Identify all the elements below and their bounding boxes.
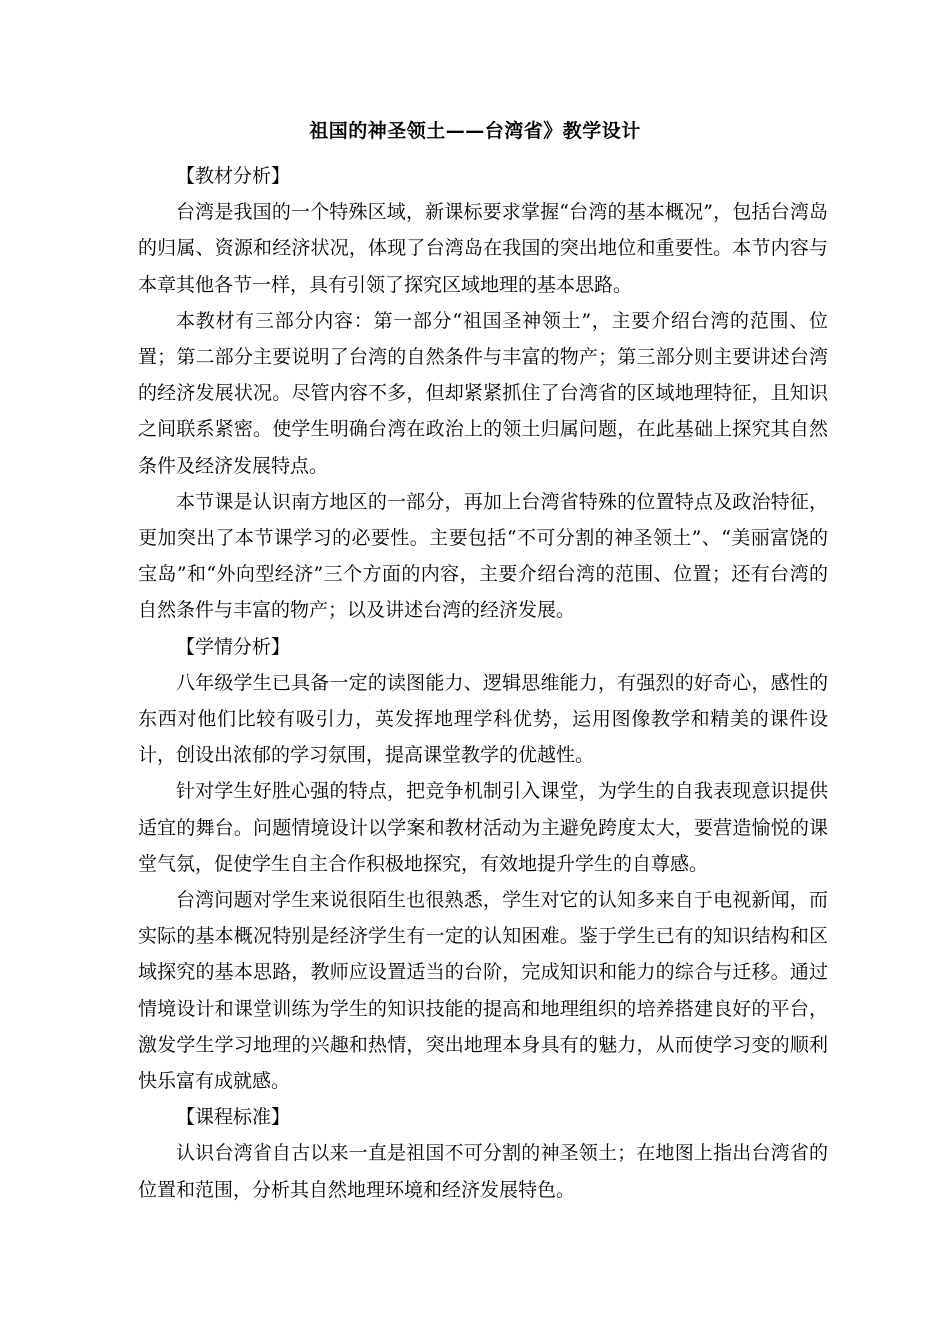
section-heading: 【学情分析】 xyxy=(176,635,291,658)
paragraph: 台湾问题对学生来说很陌生也很熟悉，学生对它的认知多来自于电视新闻，而实际的基本概况特别是经济学生有一定的认知困难。鉴于学生已有的知识结构和区域探究的基本思路，教师应设置适当的台阶，完成知识和能力的综合与迁移。通过情境设计和课堂训练为学生的知识技能的提高和地理组织的培养搭建良好的平台，激发学生学习地理的兴趣和热情，突出地理本身具有的魅力，从而使学习变的顺利快乐富有成就感。 xyxy=(138,889,828,1093)
paragraph: 八年级学生已具备一定的读图能力、逻辑思维能力，有强烈的好奇心，感性的东西对他们比较有吸引力，英发挥地理学科优势，运用图像教学和精美的课件设计，创设出浓郁的学习氛围，提高课堂教学的优越性。 xyxy=(138,671,828,767)
section-heading: 【课程标准】 xyxy=(176,1106,291,1129)
paragraph: 本教材有三部分内容：第一部分“祖国圣神领土”，主要介绍台湾的范围、位置；第二部分主要说明了台湾的自然条件与丰富的物产；第三部分则主要讲述台湾的经济发展状况。尽管内容不多，但却紧紧抓住了台湾省的区域地理特征，且知识之间联系紧密。使学生明确台湾在政治上的领土归属问题，在此基础上探究其自然条件及经济发展特点。 xyxy=(138,309,828,477)
paragraph: 台湾是我国的一个特殊区域，新课标要求掌握“台湾的基本概况”，包括台湾岛的归属、资源和经济状况，体现了台湾岛在我国的突出地位和重要性。本节内容与本章其他各节一样，具有引领了探究区域地理的基本思路。 xyxy=(138,201,828,296)
section-curriculum-standard xyxy=(138,1099,828,1208)
section-heading: 【教材分析】 xyxy=(176,165,291,187)
section-student-analysis xyxy=(138,629,828,1100)
paragraph: 针对学生好胜心强的特点，把竞争机制引入课堂，为学生的自我表现意识提供适宜的舞台。问题情境设计以学案和教材活动为主避免跨度太大，要营造愉悦的课堂气氛，促使学生自主合作积极地探究，有效地提升学生的自尊感。 xyxy=(138,780,828,875)
document-body xyxy=(138,158,828,1208)
paragraph: 认识台湾省自古以来一直是祖国不可分割的神圣领土；在地图上指出台湾省的位置和范围，分析其自然地理环境和经济发展特色。 xyxy=(138,1142,828,1201)
document-title: 祖国的神圣领土——台湾省》教学设计 xyxy=(309,120,641,142)
paragraph: 本节课是认识南方地区的一部分，再加上台湾省特殊的位置特点及政治特征，更加突出了本节课学习的必要性。主要包括“不可分割的神圣领土”、“美丽富饶的宝岛”和“外向型经济”三个方面的内容，主要介绍台湾的范围、位置；还有台湾的自然条件与丰富的物产；以及讲述台湾的经济发展。 xyxy=(138,490,828,622)
section-textbook-analysis xyxy=(138,158,828,629)
